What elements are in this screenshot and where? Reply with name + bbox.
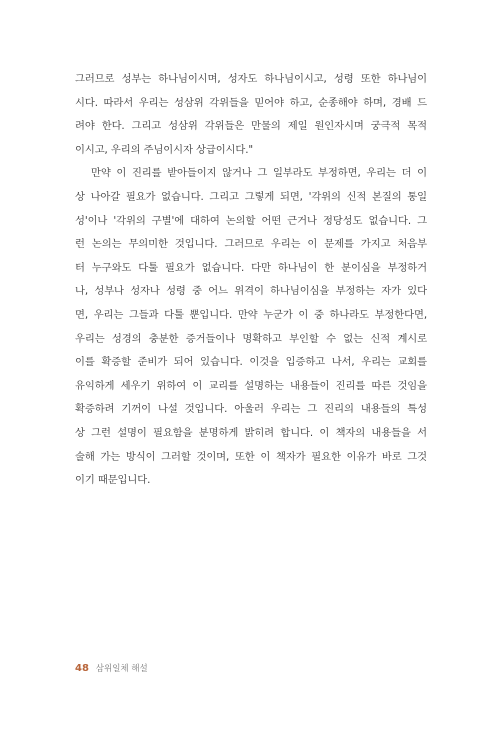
text-line: 이기 때문입니다. <box>75 474 151 487</box>
text-line: 려야 한다. 그리고 성삼위 각위들은 만물의 제일 원인자시며 궁극적 목적 <box>75 120 427 133</box>
page-footer <box>75 662 148 674</box>
text-line: 유익하게 세우기 위하여 이 교리를 설명하는 내용들이 진리를 따른 것임을 <box>75 379 427 392</box>
text-line: 시다. 따라서 우리는 성삼위 각위들을 믿어야 하고, 순종해야 하며, 경배 드 <box>75 96 427 109</box>
text-line: 성'이나 '각위의 구별'에 대하여 논의할 어떤 근거나 정당성도 없습니다. 그 <box>75 214 427 227</box>
running-title: 삼위일체 해설 <box>95 664 148 674</box>
paragraph-1 <box>75 68 427 162</box>
text-line: 그러므로 성부는 하나님이시며, 성자도 하나님이시고, 성령 또한 하나님이 <box>75 73 427 85</box>
text-line: 런 논의는 무의미한 것입니다. 그러므로 우리는 이 문제를 가지고 처음부 <box>75 238 427 251</box>
text-line: 술해 가는 방식이 그러할 것이며, 또한 이 책자가 필요한 이유가 바로 그것 <box>75 450 427 463</box>
text-line: 상 나아갈 필요가 없습니다. 그리고 그렇게 되면, '각위의 신적 본질의 통일 <box>75 190 427 203</box>
page-number: 48 <box>75 663 89 674</box>
text-line: 만약 이 진리를 받아들이지 않거나 그 일부라도 부정하면, 우리는 더 이 <box>91 167 427 180</box>
body-text <box>75 68 427 493</box>
text-line: 이를 확증할 준비가 되어 있습니다. 이것을 입증하고 나서, 우리는 교회를 <box>75 356 427 369</box>
text-line: 면, 우리는 그들과 다툴 뿐입니다. 만약 누군가 이 중 하나라도 부정한다면, <box>75 308 427 321</box>
text-line: 우리는 성경의 충분한 증거들이나 명확하고 부인할 수 없는 신적 계시로 <box>75 332 427 345</box>
text-line: 상 그런 설명이 필요함을 분명하게 밝히려 합니다. 이 책자의 내용들을 서 <box>75 426 427 439</box>
text-line: 확증하려 기꺼이 나설 것입니다. 아울러 우리는 그 진리의 내용들의 특성 <box>75 403 427 416</box>
text-line: 나, 성부나 성자나 성령 중 어느 위격이 하나님이심을 부정하는 자가 있다 <box>75 285 427 298</box>
paragraph-2 <box>75 162 427 492</box>
text-line: 터 누구와도 다툴 필요가 없습니다. 다만 하나님이 한 분이심을 부정하거 <box>75 261 427 274</box>
text-line: 이시고, 우리의 주님이시자 상급이시다." <box>75 143 254 156</box>
